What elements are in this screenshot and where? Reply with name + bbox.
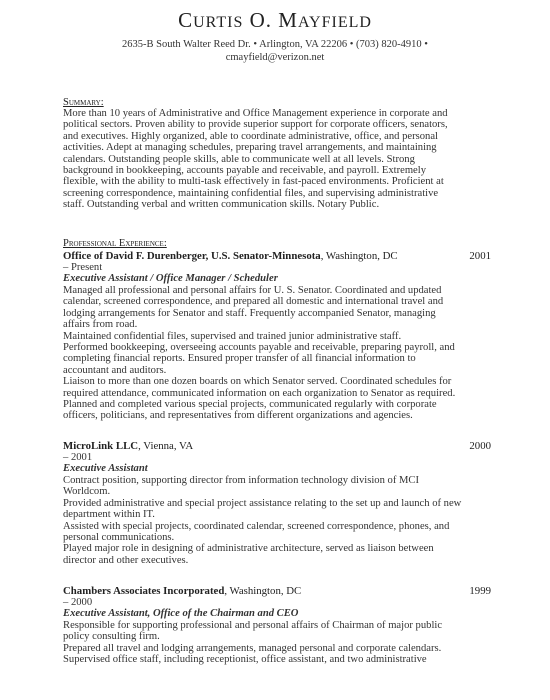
summary-line: activities. Adept at managing schedules, preparing travel arrangements, and maintaining <box>63 142 437 154</box>
job-location: , Washington, DC <box>320 250 398 262</box>
job-line: Provided administrative and special project assistance relating to the set up and launch of new <box>63 497 462 509</box>
job-description <box>63 285 495 422</box>
summary-heading: Summary: <box>63 97 104 108</box>
job-line: completing financial reports. Ensured proper transfer of all financial information to <box>63 353 416 365</box>
job-line: Liaison to more than one dozen boards on which Senator served. Coordinated schedules for <box>63 376 452 388</box>
job-line: officers, politicians, and representatives from different organizations and agencies. <box>63 410 413 422</box>
job-line: director and other executives. <box>63 554 189 566</box>
job-line: Assisted with special projects, coordinated calendar, screened correspondence, phones, and <box>63 520 450 532</box>
employer-name: Office of David F. Durenberger, U.S. Senator-Minnesota <box>63 250 321 262</box>
job-location: , Washington, DC <box>224 585 302 597</box>
job-line: accountant and auditors. <box>63 364 167 376</box>
job-header <box>63 440 493 452</box>
summary-line: staff. Outstanding verbal and written communication skills. Notary Public. <box>63 199 380 211</box>
summary-line: More than 10 years of Administrative and Office Management experience in corporate and <box>63 108 448 119</box>
job-year: 1999 <box>469 585 491 597</box>
job-line: required attendance, communicated information on each organization to Senator as required. <box>63 387 456 399</box>
job-description <box>63 475 495 566</box>
job-header <box>63 585 493 597</box>
applicant-name: CURTIS O. MAYFIELD <box>178 8 372 32</box>
job-line: Supervised office staff, including receptionist, office assistant, and two administrative <box>63 654 427 666</box>
job-line: lodging arrangements for Senator and staff. Frequently accompanied Senator, managing <box>63 307 436 319</box>
employer-name: Chambers Associates Incorporated <box>63 585 225 597</box>
job-line: Maintained confidential files, supervised and trained junior administrative staff. <box>63 330 402 342</box>
job-line: Planned and completed various special projects, communicated regularly with corporate <box>63 399 437 411</box>
job-title: Executive Assistant / Office Manager / Scheduler <box>63 273 278 284</box>
contact-email: cmayfield@verizon.net <box>225 52 325 63</box>
job-dates: – 2000 <box>63 597 93 608</box>
contact-address: 2635-B South Walter Reed Dr. • Arlington, VA 22206 • (703) 820-4910 • <box>122 39 428 50</box>
experience-heading: Professional Experience: <box>63 238 167 249</box>
job-line: department within IT. <box>63 509 155 521</box>
summary-line: flexible, with the ability to multi-task effectively in fast-paced environments. Proficient at <box>63 176 444 188</box>
job-location: , Vienna, VA <box>138 440 194 452</box>
job-line: calendar, screened correspondence, and prepared all domestic and international travel and <box>63 296 444 308</box>
job-line: personal communications. <box>63 532 175 544</box>
job-line: policy consulting firm. <box>63 631 160 643</box>
job-line: Responsible for supporting professional and personal affairs of Chairman of major public <box>63 620 443 631</box>
summary-line: background in bookkeeping, accounts payable and receivable, and payroll. Extremely <box>63 165 426 177</box>
summary-line: screening correspondence, maintaining confidential files, and supervising administrative <box>63 187 439 199</box>
job-title: Executive Assistant, Office of the Chairman and CEO <box>63 608 299 619</box>
job-year: 2001 <box>469 250 491 262</box>
summary-line: calendars. Outstanding people skills, able to communicate well at all levels. Strong <box>63 153 415 165</box>
summary-text <box>63 108 495 211</box>
summary-line: political sectors. Proven ability to provide superior support for corporate officers, senators, <box>63 119 448 131</box>
job-line: Prepared all travel and lodging arrangements, managed personal and corporate calendars. <box>63 642 442 654</box>
job-line: Worldcom. <box>63 486 111 498</box>
job-line: Contract position, supporting director from information technology division of MCI <box>63 475 420 486</box>
job-description <box>63 620 495 666</box>
job-line: Played major role in designing of administrative architecture, served as liaison between <box>63 543 434 555</box>
job-year: 2000 <box>469 440 491 452</box>
job-header <box>63 250 493 262</box>
job-line: Performed bookkeeping, overseeing accounts payable and receivable, preparing payroll, and <box>63 342 455 354</box>
job-line: affairs from road. <box>63 319 138 331</box>
job-line: Managed all professional and personal affairs for U. S. Senator. Coordinated and updated <box>63 285 442 296</box>
job-dates: – Present <box>63 262 103 273</box>
summary-line: and executives. Highly organized, able to coordinate administrative, office, and personal <box>63 130 438 142</box>
job-dates: – 2001 <box>63 452 93 463</box>
job-title: Executive Assistant <box>63 463 148 474</box>
employer-name: MicroLink LLC <box>63 440 139 452</box>
